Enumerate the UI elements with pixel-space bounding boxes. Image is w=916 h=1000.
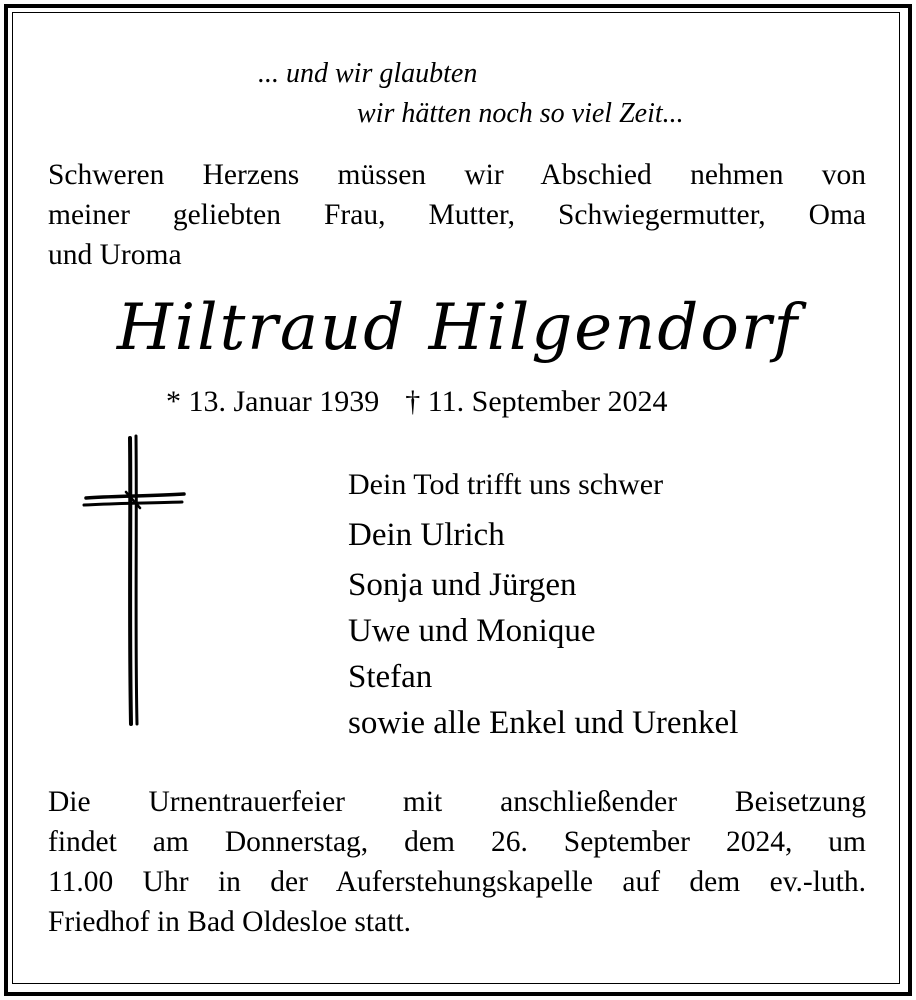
mourners-intro: Dein Tod trifft uns schwer bbox=[348, 468, 664, 501]
death-date: † 11. September 2024 bbox=[405, 385, 668, 418]
mourner-list bbox=[348, 512, 738, 746]
funeral-line: Die Urnentrauerfeier mit anschließender Beisetzung bbox=[48, 786, 866, 818]
motto-line-1: ... und wir glaubten bbox=[258, 58, 478, 89]
intro-line: Schweren Herzens müssen wir Abschied nehmen von bbox=[48, 159, 866, 191]
mourner-name: sowie alle Enkel und Urenkel bbox=[348, 705, 739, 741]
mourner-name: Uwe und Monique bbox=[348, 613, 596, 649]
mourner-name: Dein Ulrich bbox=[348, 517, 505, 553]
intro-line: meiner geliebten Frau, Mutter, Schwiegermutter, Oma bbox=[48, 199, 866, 231]
mourner-name: Sonja und Jürgen bbox=[348, 567, 577, 603]
life-dates bbox=[166, 387, 667, 417]
motto-line-2: wir hätten noch so viel Zeit... bbox=[357, 98, 684, 129]
birth-date: * 13. Januar 1939 bbox=[166, 385, 380, 418]
mourners-block bbox=[348, 468, 738, 746]
funeral-line: Friedhof in Bad Oldesloe statt. bbox=[48, 906, 411, 938]
funeral-details bbox=[48, 782, 866, 942]
deceased-name: Hiltraud Hilgendorf bbox=[116, 291, 800, 365]
intro-line: und Uroma bbox=[48, 239, 182, 271]
funeral-line: findet am Donnerstag, dem 26. September 2024, um bbox=[48, 826, 866, 858]
funeral-line: 11.00 Uhr in der Auferstehungskapelle auf dem ev.-luth. bbox=[48, 866, 866, 898]
cross-icon bbox=[80, 432, 190, 732]
intro-text bbox=[48, 155, 866, 275]
mourner-name: Stefan bbox=[348, 659, 433, 695]
